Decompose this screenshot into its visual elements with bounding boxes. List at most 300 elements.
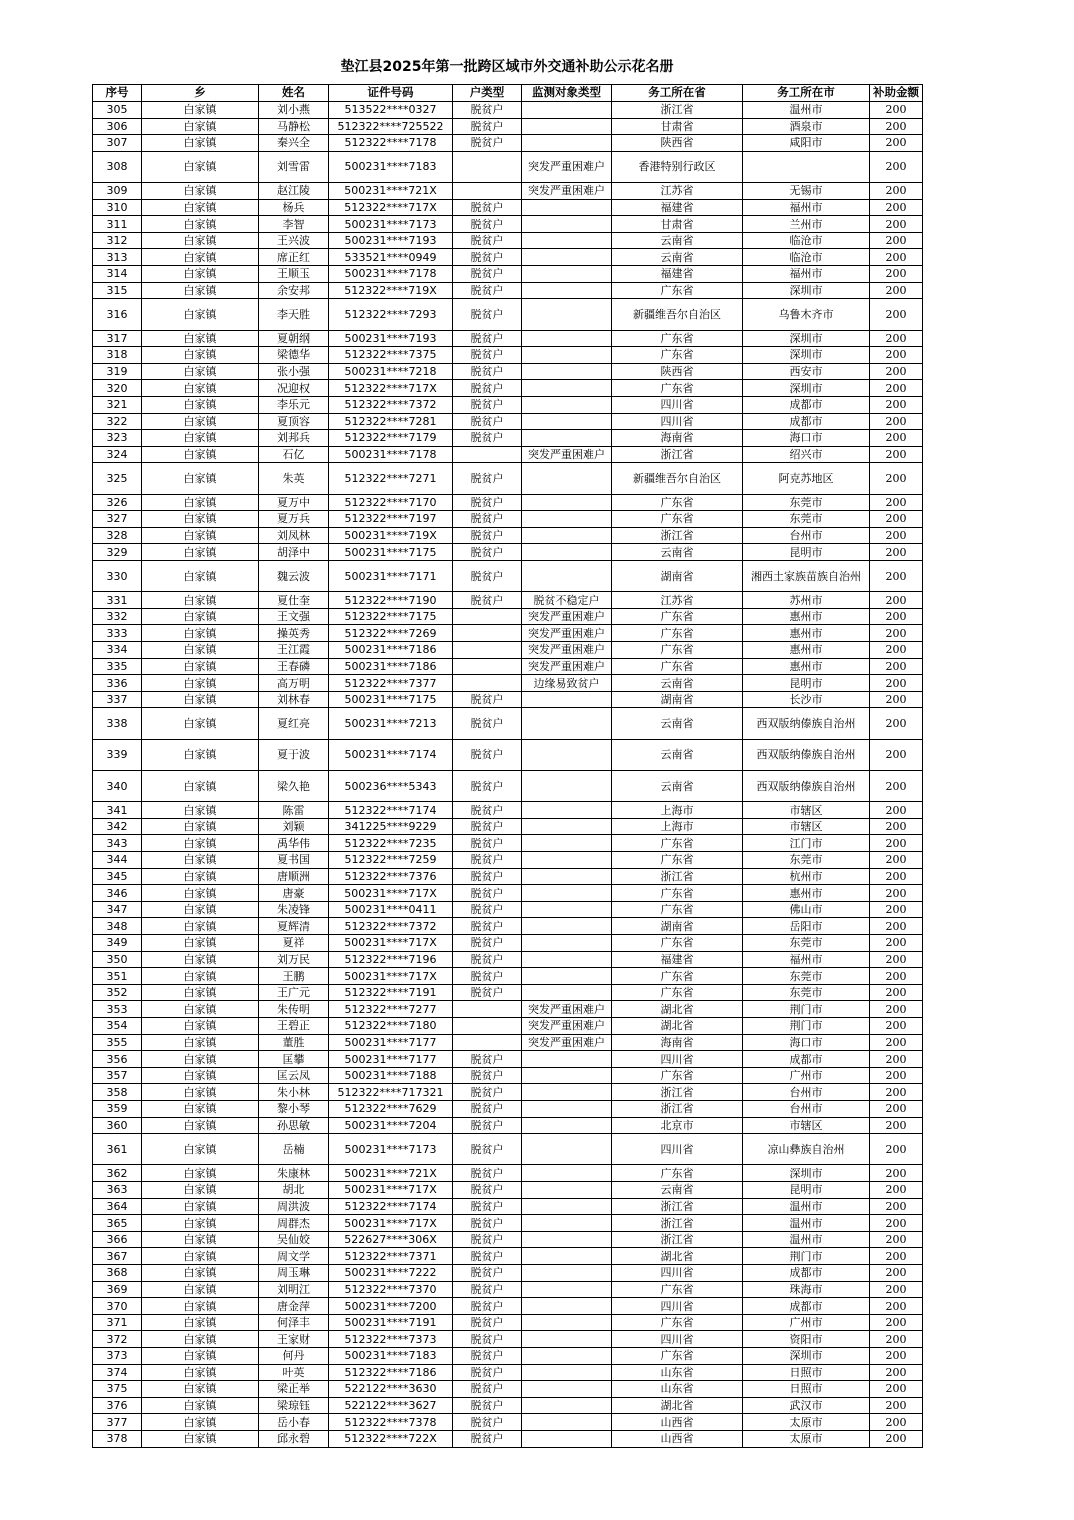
cell-name: 石亿: [259, 446, 329, 463]
cell-subsidy-amount: 200: [870, 1067, 923, 1084]
cell-household-type: [453, 151, 522, 182]
cell-work-city: 日照市: [743, 1364, 870, 1381]
table-row: [93, 968, 923, 985]
cell-town: 白家镇: [142, 330, 259, 347]
cell-seq: 372: [93, 1331, 142, 1348]
cell-subsidy-amount: 200: [870, 818, 923, 835]
cell-subsidy-amount: 200: [870, 1198, 923, 1215]
cell-id-number: 512322****7191: [329, 984, 453, 1001]
cell-work-province: 湖北省: [612, 1001, 743, 1018]
cell-work-province: 广东省: [612, 968, 743, 985]
cell-work-province: 四川省: [612, 396, 743, 413]
table-row: [93, 1265, 923, 1282]
cell-work-province: 广东省: [612, 1314, 743, 1331]
table-row: [93, 592, 923, 609]
cell-subsidy-amount: 200: [870, 1364, 923, 1381]
cell-monitor-type: [522, 739, 612, 770]
cell-work-city: 西双版纳傣族自治州: [743, 739, 870, 770]
cell-name: 刘小燕: [259, 102, 329, 119]
cell-household-type: 脱贫户: [453, 868, 522, 885]
cell-subsidy-amount: 200: [870, 1001, 923, 1018]
cell-monitor-type: [522, 216, 612, 233]
cell-work-city: 临沧市: [743, 232, 870, 249]
cell-household-type: 脱贫户: [453, 413, 522, 430]
cell-id-number: 522627****306X: [329, 1231, 453, 1248]
cell-household-type: 脱贫户: [453, 1381, 522, 1398]
cell-monitor-type: [522, 249, 612, 266]
cell-work-city: 荆门市: [743, 1001, 870, 1018]
cell-subsidy-amount: 200: [870, 835, 923, 852]
cell-subsidy-amount: 200: [870, 1134, 923, 1165]
cell-work-province: 广东省: [612, 935, 743, 952]
cell-work-city: 市辖区: [743, 818, 870, 835]
cell-id-number: 522122****3627: [329, 1397, 453, 1414]
cell-name: 刘邦兵: [259, 430, 329, 447]
cell-household-type: 脱贫户: [453, 691, 522, 708]
cell-work-province: 广东省: [612, 608, 743, 625]
cell-id-number: 500231****7178: [329, 266, 453, 283]
cell-work-province: 云南省: [612, 708, 743, 739]
cell-subsidy-amount: 200: [870, 330, 923, 347]
cell-town: 白家镇: [142, 1034, 259, 1051]
cell-household-type: [453, 625, 522, 642]
cell-id-number: 512322****7190: [329, 592, 453, 609]
table-row: [93, 625, 923, 642]
cell-subsidy-amount: 200: [870, 118, 923, 135]
cell-work-city: 温州市: [743, 1198, 870, 1215]
cell-monitor-type: [522, 430, 612, 447]
cell-household-type: 脱贫户: [453, 918, 522, 935]
cell-household-type: 脱贫户: [453, 1364, 522, 1381]
cell-work-province: 广东省: [612, 852, 743, 869]
cell-household-type: 脱贫户: [453, 1134, 522, 1165]
cell-household-type: 脱贫户: [453, 511, 522, 528]
cell-household-type: 脱贫户: [453, 901, 522, 918]
cell-household-type: 脱贫户: [453, 527, 522, 544]
cell-monitor-type: [522, 835, 612, 852]
cell-monitor-type: [522, 1364, 612, 1381]
cell-town: 白家镇: [142, 592, 259, 609]
table-row: [93, 1067, 923, 1084]
cell-seq: 339: [93, 739, 142, 770]
cell-name: 梁德华: [259, 347, 329, 364]
cell-id-number: 500231****721X: [329, 183, 453, 200]
cell-household-type: [453, 675, 522, 692]
table-row: [93, 413, 923, 430]
cell-subsidy-amount: 200: [870, 1051, 923, 1068]
cell-household-type: 脱贫户: [453, 299, 522, 330]
cell-town: 白家镇: [142, 118, 259, 135]
cell-name: 匡攀: [259, 1051, 329, 1068]
cell-seq: 349: [93, 935, 142, 952]
cell-household-type: 脱贫户: [453, 1314, 522, 1331]
cell-town: 白家镇: [142, 1215, 259, 1232]
cell-seq: 366: [93, 1231, 142, 1248]
cell-name: 唐顺洲: [259, 868, 329, 885]
cell-monitor-type: [522, 118, 612, 135]
cell-subsidy-amount: 200: [870, 852, 923, 869]
table-row: [93, 918, 923, 935]
cell-name: 朱康林: [259, 1165, 329, 1182]
cell-town: 白家镇: [142, 984, 259, 1001]
table-row: [93, 299, 923, 330]
cell-id-number: 500231****7175: [329, 544, 453, 561]
cell-work-city: 深圳市: [743, 347, 870, 364]
cell-household-type: 脱贫户: [453, 1281, 522, 1298]
cell-work-province: 广东省: [612, 1348, 743, 1365]
cell-work-province: 广东省: [612, 1067, 743, 1084]
cell-subsidy-amount: 200: [870, 151, 923, 182]
cell-monitor-type: [522, 1281, 612, 1298]
cell-work-province: 广东省: [612, 901, 743, 918]
cell-monitor-type: [522, 951, 612, 968]
cell-work-city: 昆明市: [743, 1182, 870, 1199]
cell-work-city: 温州市: [743, 1215, 870, 1232]
cell-town: 白家镇: [142, 852, 259, 869]
cell-subsidy-amount: 200: [870, 1034, 923, 1051]
cell-monitor-type: [522, 935, 612, 952]
cell-work-province: 浙江省: [612, 1198, 743, 1215]
cell-monitor-type: [522, 102, 612, 119]
cell-work-city: 海口市: [743, 430, 870, 447]
table-row: [93, 885, 923, 902]
cell-household-type: 脱贫户: [453, 935, 522, 952]
cell-id-number: 500236****5343: [329, 771, 453, 802]
cell-monitor-type: [522, 199, 612, 216]
table-row: [93, 835, 923, 852]
cell-town: 白家镇: [142, 1381, 259, 1398]
table-row: [93, 658, 923, 675]
cell-seq: 329: [93, 544, 142, 561]
cell-monitor-type: [522, 1215, 612, 1232]
cell-town: 白家镇: [142, 511, 259, 528]
cell-seq: 359: [93, 1100, 142, 1117]
cell-seq: 331: [93, 592, 142, 609]
cell-name: 周文学: [259, 1248, 329, 1265]
cell-household-type: 脱贫户: [453, 232, 522, 249]
cell-town: 白家镇: [142, 1248, 259, 1265]
cell-id-number: 500231****7173: [329, 216, 453, 233]
cell-work-province: 四川省: [612, 1298, 743, 1315]
cell-id-number: 500231****717X: [329, 935, 453, 952]
cell-seq: 313: [93, 249, 142, 266]
cell-subsidy-amount: 200: [870, 1100, 923, 1117]
cell-household-type: 脱贫户: [453, 1231, 522, 1248]
cell-subsidy-amount: 200: [870, 511, 923, 528]
cell-household-type: 脱贫户: [453, 494, 522, 511]
cell-monitor-type: [522, 463, 612, 494]
cell-seq: 362: [93, 1165, 142, 1182]
table-row: [93, 1430, 923, 1447]
table-row: [93, 935, 923, 952]
cell-monitor-type: [522, 1381, 612, 1398]
cell-name: 梁正举: [259, 1381, 329, 1398]
cell-monitor-type: 突发严重困难户: [522, 625, 612, 642]
cell-seq: 336: [93, 675, 142, 692]
cell-work-city: 日照市: [743, 1381, 870, 1398]
header-work-province: 务工所在省: [612, 85, 743, 102]
cell-name: 刘明江: [259, 1281, 329, 1298]
cell-household-type: 脱贫户: [453, 1051, 522, 1068]
cell-monitor-type: 突发严重困难户: [522, 1001, 612, 1018]
cell-seq: 338: [93, 708, 142, 739]
cell-id-number: 513522****0327: [329, 102, 453, 119]
cell-seq: 363: [93, 1182, 142, 1199]
cell-id-number: 512322****7629: [329, 1100, 453, 1117]
cell-work-province: 浙江省: [612, 1100, 743, 1117]
cell-town: 白家镇: [142, 1051, 259, 1068]
cell-town: 白家镇: [142, 739, 259, 770]
cell-seq: 351: [93, 968, 142, 985]
cell-subsidy-amount: 200: [870, 1281, 923, 1298]
cell-work-city: 广州市: [743, 1067, 870, 1084]
cell-seq: 360: [93, 1117, 142, 1134]
table-row: [93, 1397, 923, 1414]
cell-household-type: 脱贫户: [453, 544, 522, 561]
cell-name: 何丹: [259, 1348, 329, 1365]
cell-seq: 337: [93, 691, 142, 708]
cell-town: 白家镇: [142, 102, 259, 119]
cell-town: 白家镇: [142, 347, 259, 364]
cell-work-province: 湖北省: [612, 1018, 743, 1035]
cell-seq: 353: [93, 1001, 142, 1018]
cell-town: 白家镇: [142, 708, 259, 739]
cell-work-province: 香港特别行政区: [612, 151, 743, 182]
cell-household-type: [453, 1001, 522, 1018]
table-row: [93, 1348, 923, 1365]
cell-household-type: 脱贫户: [453, 1298, 522, 1315]
cell-name: 夏红亮: [259, 708, 329, 739]
table-row: [93, 396, 923, 413]
table-row: [93, 430, 923, 447]
cell-id-number: 500231****7173: [329, 1134, 453, 1165]
cell-subsidy-amount: 200: [870, 901, 923, 918]
cell-seq: 322: [93, 413, 142, 430]
cell-id-number: 500231****7218: [329, 363, 453, 380]
cell-seq: 334: [93, 642, 142, 659]
cell-work-province: 云南省: [612, 249, 743, 266]
cell-work-city: 东莞市: [743, 935, 870, 952]
table-row: [93, 544, 923, 561]
table-row: [93, 249, 923, 266]
cell-town: 白家镇: [142, 1231, 259, 1248]
cell-id-number: 512322****717X: [329, 199, 453, 216]
cell-monitor-type: [522, 708, 612, 739]
cell-household-type: 脱贫户: [453, 216, 522, 233]
cell-name: 黎小琴: [259, 1100, 329, 1117]
cell-town: 白家镇: [142, 266, 259, 283]
cell-monitor-type: 突发严重困难户: [522, 1034, 612, 1051]
cell-seq: 320: [93, 380, 142, 397]
cell-work-province: 浙江省: [612, 446, 743, 463]
cell-seq: 310: [93, 199, 142, 216]
cell-id-number: 500231****7177: [329, 1051, 453, 1068]
table-row: [93, 708, 923, 739]
cell-monitor-type: [522, 135, 612, 152]
cell-work-province: 浙江省: [612, 868, 743, 885]
cell-subsidy-amount: 200: [870, 968, 923, 985]
cell-seq: 325: [93, 463, 142, 494]
cell-monitor-type: [522, 363, 612, 380]
cell-monitor-type: [522, 818, 612, 835]
cell-id-number: 512322****7271: [329, 463, 453, 494]
table-row: [93, 1215, 923, 1232]
cell-name: 唐豪: [259, 885, 329, 902]
cell-subsidy-amount: 200: [870, 232, 923, 249]
cell-work-city: 西安市: [743, 363, 870, 380]
cell-town: 白家镇: [142, 608, 259, 625]
cell-subsidy-amount: 200: [870, 1215, 923, 1232]
table-row: [93, 1117, 923, 1134]
cell-name: 董胜: [259, 1034, 329, 1051]
table-row: [93, 363, 923, 380]
cell-seq: 374: [93, 1364, 142, 1381]
cell-town: 白家镇: [142, 771, 259, 802]
cell-work-province: 湖北省: [612, 1248, 743, 1265]
cell-subsidy-amount: 200: [870, 625, 923, 642]
table-row: [93, 1248, 923, 1265]
cell-name: 王家财: [259, 1331, 329, 1348]
cell-monitor-type: [522, 266, 612, 283]
cell-subsidy-amount: 200: [870, 708, 923, 739]
cell-subsidy-amount: 200: [870, 1231, 923, 1248]
cell-work-province: 新疆维吾尔自治区: [612, 463, 743, 494]
cell-work-province: 湖北省: [612, 1397, 743, 1414]
cell-work-province: 广东省: [612, 1165, 743, 1182]
cell-seq: 315: [93, 282, 142, 299]
cell-id-number: 512322****717321: [329, 1084, 453, 1101]
cell-work-province: 四川省: [612, 1331, 743, 1348]
cell-id-number: 533521****0949: [329, 249, 453, 266]
cell-monitor-type: [522, 1165, 612, 1182]
cell-household-type: 脱贫户: [453, 430, 522, 447]
cell-work-city: 西双版纳傣族自治州: [743, 771, 870, 802]
cell-town: 白家镇: [142, 1198, 259, 1215]
cell-town: 白家镇: [142, 151, 259, 182]
cell-work-city: 咸阳市: [743, 135, 870, 152]
cell-monitor-type: [522, 1298, 612, 1315]
cell-subsidy-amount: 200: [870, 951, 923, 968]
cell-name: 况迎权: [259, 380, 329, 397]
cell-id-number: 512322****7370: [329, 1281, 453, 1298]
cell-id-number: 500231****7178: [329, 446, 453, 463]
cell-id-number: 512322****7277: [329, 1001, 453, 1018]
cell-id-number: 512322****7269: [329, 625, 453, 642]
cell-name: 王广元: [259, 984, 329, 1001]
cell-monitor-type: 突发严重困难户: [522, 446, 612, 463]
cell-subsidy-amount: 200: [870, 739, 923, 770]
cell-work-city: 苏州市: [743, 592, 870, 609]
cell-name: 朱小林: [259, 1084, 329, 1101]
cell-work-province: 山西省: [612, 1430, 743, 1447]
cell-work-province: 四川省: [612, 1051, 743, 1068]
cell-seq: 305: [93, 102, 142, 119]
cell-work-city: 太原市: [743, 1430, 870, 1447]
cell-monitor-type: [522, 1231, 612, 1248]
cell-work-city: 台州市: [743, 527, 870, 544]
cell-subsidy-amount: 200: [870, 918, 923, 935]
cell-name: 张小强: [259, 363, 329, 380]
cell-monitor-type: [522, 330, 612, 347]
cell-id-number: 512322****7375: [329, 347, 453, 364]
cell-seq: 368: [93, 1265, 142, 1282]
cell-household-type: 脱贫户: [453, 835, 522, 852]
cell-id-number: 500231****719X: [329, 527, 453, 544]
cell-town: 白家镇: [142, 868, 259, 885]
cell-subsidy-amount: 200: [870, 1348, 923, 1365]
cell-town: 白家镇: [142, 1397, 259, 1414]
table-row: [93, 1134, 923, 1165]
cell-household-type: 脱贫户: [453, 968, 522, 985]
cell-subsidy-amount: 200: [870, 446, 923, 463]
cell-work-city: 资阳市: [743, 1331, 870, 1348]
cell-subsidy-amount: 200: [870, 1182, 923, 1199]
cell-id-number: 500231****717X: [329, 968, 453, 985]
cell-household-type: 脱贫户: [453, 592, 522, 609]
cell-monitor-type: 突发严重困难户: [522, 183, 612, 200]
cell-work-province: 山东省: [612, 1381, 743, 1398]
cell-id-number: 500231****7171: [329, 560, 453, 591]
table-row: [93, 330, 923, 347]
cell-town: 白家镇: [142, 380, 259, 397]
cell-name: 夏朝纲: [259, 330, 329, 347]
cell-subsidy-amount: 200: [870, 1314, 923, 1331]
cell-household-type: [453, 658, 522, 675]
table-row: [93, 199, 923, 216]
cell-town: 白家镇: [142, 951, 259, 968]
cell-household-type: 脱贫户: [453, 1117, 522, 1134]
table-row: [93, 118, 923, 135]
cell-seq: 355: [93, 1034, 142, 1051]
cell-town: 白家镇: [142, 1134, 259, 1165]
cell-seq: 323: [93, 430, 142, 447]
cell-town: 白家镇: [142, 1298, 259, 1315]
cell-subsidy-amount: 200: [870, 183, 923, 200]
cell-town: 白家镇: [142, 494, 259, 511]
table-row: [93, 1414, 923, 1431]
cell-name: 夏祥: [259, 935, 329, 952]
cell-name: 刘林春: [259, 691, 329, 708]
cell-work-city: 临沧市: [743, 249, 870, 266]
cell-household-type: 脱贫户: [453, 984, 522, 1001]
cell-monitor-type: 突发严重困难户: [522, 658, 612, 675]
cell-monitor-type: [522, 396, 612, 413]
cell-seq: 308: [93, 151, 142, 182]
cell-subsidy-amount: 200: [870, 1430, 923, 1447]
cell-work-city: 荆门市: [743, 1018, 870, 1035]
cell-household-type: 脱贫户: [453, 1265, 522, 1282]
table-row: [93, 852, 923, 869]
cell-work-province: 云南省: [612, 771, 743, 802]
cell-work-city: 乌鲁木齐市: [743, 299, 870, 330]
table-row: [93, 1281, 923, 1298]
cell-name: 梁琼钰: [259, 1397, 329, 1414]
table-row: [93, 282, 923, 299]
table-row: [93, 135, 923, 152]
cell-seq: 367: [93, 1248, 142, 1265]
cell-household-type: 脱贫户: [453, 249, 522, 266]
cell-name: 胡泽中: [259, 544, 329, 561]
cell-monitor-type: [522, 1198, 612, 1215]
cell-subsidy-amount: 200: [870, 592, 923, 609]
cell-seq: 350: [93, 951, 142, 968]
cell-work-province: 浙江省: [612, 1231, 743, 1248]
header-town: 乡: [142, 85, 259, 102]
cell-subsidy-amount: 200: [870, 1018, 923, 1035]
cell-work-province: 广东省: [612, 494, 743, 511]
cell-name: 匡云凤: [259, 1067, 329, 1084]
cell-seq: 342: [93, 818, 142, 835]
